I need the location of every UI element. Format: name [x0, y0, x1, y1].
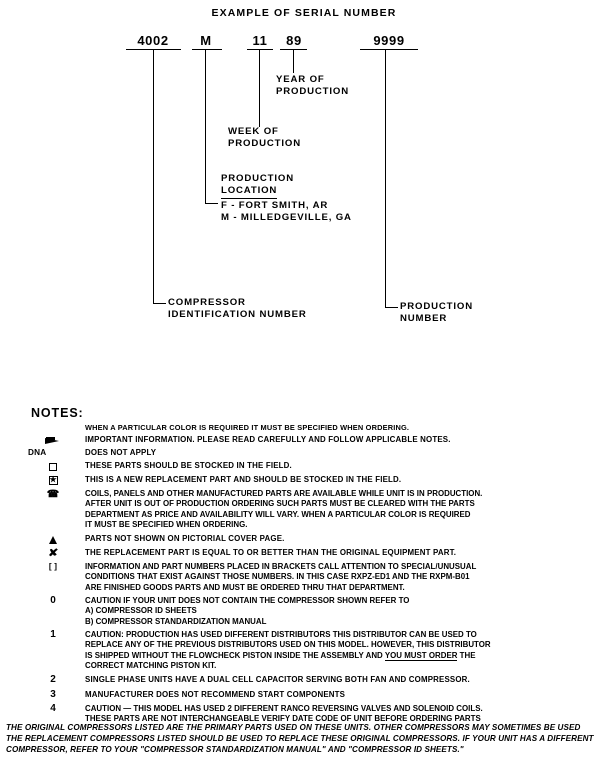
note-marker — [31, 534, 75, 545]
note-text-underlined: IS SHIPPED WITHOUT THE FLOWCHECK PISTON INSIDE THE ASSEMBLY AND YOU MUST ORDER THE — [85, 650, 476, 660]
leader-line-production-number — [385, 50, 386, 308]
note-text: THE REPLACEMENT PART IS EQUAL TO OR BETTER THAN THE ORIGINAL EQUIPMENT PART. — [85, 548, 457, 557]
note-marker: 1 — [50, 629, 56, 640]
note-marker — [31, 475, 75, 486]
note-marker: [ ] — [48, 562, 58, 571]
serial-rule-week — [247, 49, 273, 50]
note-marker — [31, 489, 75, 500]
note-marker: DNA — [28, 448, 47, 457]
triangle-icon — [49, 536, 57, 544]
note-text: PARTS NOT SHOWN ON PICTORIAL COVER PAGE. — [85, 534, 285, 543]
note-marker: 0 — [50, 595, 56, 606]
notes-heading: NOTES: — [31, 406, 84, 420]
note-text: THESE PARTS SHOULD BE STOCKED IN THE FIELD. — [85, 461, 292, 470]
leader-elbow-production-number — [385, 307, 398, 308]
footer-line-2: THE REPLACEMENT COMPRESSORS LISTED SHOULD BE USED TO REPLACE THESE ORIGINAL COMPRESSORS. IF YOUR UNIT HAS A DIFFERENT — [6, 734, 594, 744]
serial-segment-production-number: 9999 — [373, 33, 405, 48]
note-text: DOES NOT APPLY — [85, 448, 157, 457]
footer-line-1: THE ORIGINAL COMPRESSORS LISTED ARE THE PRIMARY PARTS USED ON THESE UNITS. OTHER COMPRESSORS MAY SOMETIMES BE USED — [6, 723, 581, 732]
callout-compressor-identification-number: COMPRESSOR IDENTIFICATION NUMBER — [168, 297, 307, 321]
serial-rule-production-number — [360, 49, 418, 50]
leader-elbow-compressor-id — [153, 303, 166, 304]
leader-line-week — [259, 50, 260, 127]
note-marker — [31, 461, 75, 472]
serial-rule-location — [192, 49, 222, 50]
phone-icon: ☎ — [46, 488, 60, 500]
callout-production-number: PRODUCTION NUMBER — [400, 301, 473, 325]
note-marker — [31, 548, 75, 559]
leader-line-location — [205, 50, 206, 204]
leader-elbow-location — [205, 203, 218, 204]
note-marker — [31, 435, 75, 446]
note-text: CAUTION — THIS MODEL HAS USED 2 DIFFERENT RANCO REVERSING VALVES AND SOLENOID COILS. THESE PARTS ARE NOT INTERCHANGEABLE VERIFY DATE CODE OF UNIT BEFORE ORDERING PARTS — [85, 704, 483, 724]
note-text: WHEN A PARTICULAR COLOR IS REQUIRED IT MUST BE SPECIFIED WHEN ORDERING. — [85, 423, 410, 432]
callout-production-location: PRODUCTION LOCATION F - FORT SMITH, AR M - MILLEDGEVILLE, GA — [221, 173, 352, 224]
callout-week-of-production: WEEK OF PRODUCTION — [228, 126, 301, 150]
footer-disclaimer — [6, 722, 604, 756]
note-text: MANUFACTURER DOES NOT RECOMMEND START COMPONENTS — [85, 690, 346, 699]
callout-year-of-production: YEAR OF PRODUCTION — [276, 74, 349, 98]
note-text: IMPORTANT INFORMATION. PLEASE READ CAREFULLY AND FOLLOW APPLICABLE NOTES. — [85, 435, 451, 444]
note-marker: 3 — [50, 689, 56, 700]
note-text: CAUTION IF YOUR UNIT DOES NOT CONTAIN THE COMPRESSOR SHOWN REFER TO A) COMPRESSOR ID SHEETS B) COMPRESSOR STANDARDIZATION MANUAL — [85, 596, 410, 626]
diagram-title: EXAMPLE OF SERIAL NUMBER — [211, 7, 397, 19]
serial-segment-location: M — [200, 33, 212, 48]
note-text: CAUTION: PRODUCTION HAS USED DIFFERENT DISTRIBUTORS THIS DISTRIBUTOR CAN BE USED TO REPLACE ANY OF THE PREVIOUS DISTRIBUTORS USED ON THIS MODEL. HOWEVER, THIS DISTRIBUTOR IS SHIPPED WITHOUT THE FLOWCHECK PISTON INSIDE THE ASSEMBLY AND YOU MUST ORDER THE CORRECT MATCHING PISTON KIT. — [85, 630, 597, 672]
serial-segment-year: 89 — [286, 33, 302, 48]
note-marker: 2 — [50, 674, 56, 685]
serial-segment-compressor-id: 4002 — [137, 33, 169, 48]
footer-line-3: COMPRESSOR, REFER TO YOUR "COMPRESSOR STANDARDIZATION MANUAL" AND "COMPRESSOR ID SHEETS." — [6, 745, 464, 755]
check-icon: ✘ — [47, 548, 59, 560]
flag-icon — [45, 437, 62, 445]
serial-segment-week: 11 — [252, 33, 268, 48]
note-text: INFORMATION AND PART NUMBERS PLACED IN BRACKETS CALL ATTENTION TO SPECIAL/UNUSUAL CONDITIONS THAT EXIST AGAINST THOSE NUMBERS. IN THIS CASE RXPZ-ED1 AND THE RXPM-B01 ARE FINISHED GOODS PARTS AND MUST BE ORDERED THRU THAT DEPARTMENT. — [85, 562, 477, 592]
note-text: THIS IS A NEW REPLACEMENT PART AND SHOULD BE STOCKED IN THE FIELD. — [85, 475, 402, 484]
note-text: SINGLE PHASE UNITS HAVE A DUAL CELL CAPACITOR SERVING BOTH FAN AND COMPRESSOR. — [85, 675, 470, 684]
note-marker: 4 — [50, 703, 56, 714]
square-star-icon: ★ — [49, 475, 57, 485]
leader-line-compressor-id — [153, 50, 154, 304]
leader-line-year — [293, 50, 294, 73]
note-text: COILS, PANELS AND OTHER MANUFACTURED PARTS ARE AVAILABLE WHILE UNIT IS IN PRODUCTION. AFTER UNIT IS OUT OF PRODUCTION ORDERING SUCH PARTS MUST BE CLEARED WITH THE PARTS DEPARTMENT AS PRICE AND AVAILABILITY WILL VARY. WHEN A PARTICULAR COLOR IS REQUIRED IT MUST BE SPECIFIED WHEN ORDERING. — [85, 489, 483, 530]
square-icon — [49, 463, 57, 471]
